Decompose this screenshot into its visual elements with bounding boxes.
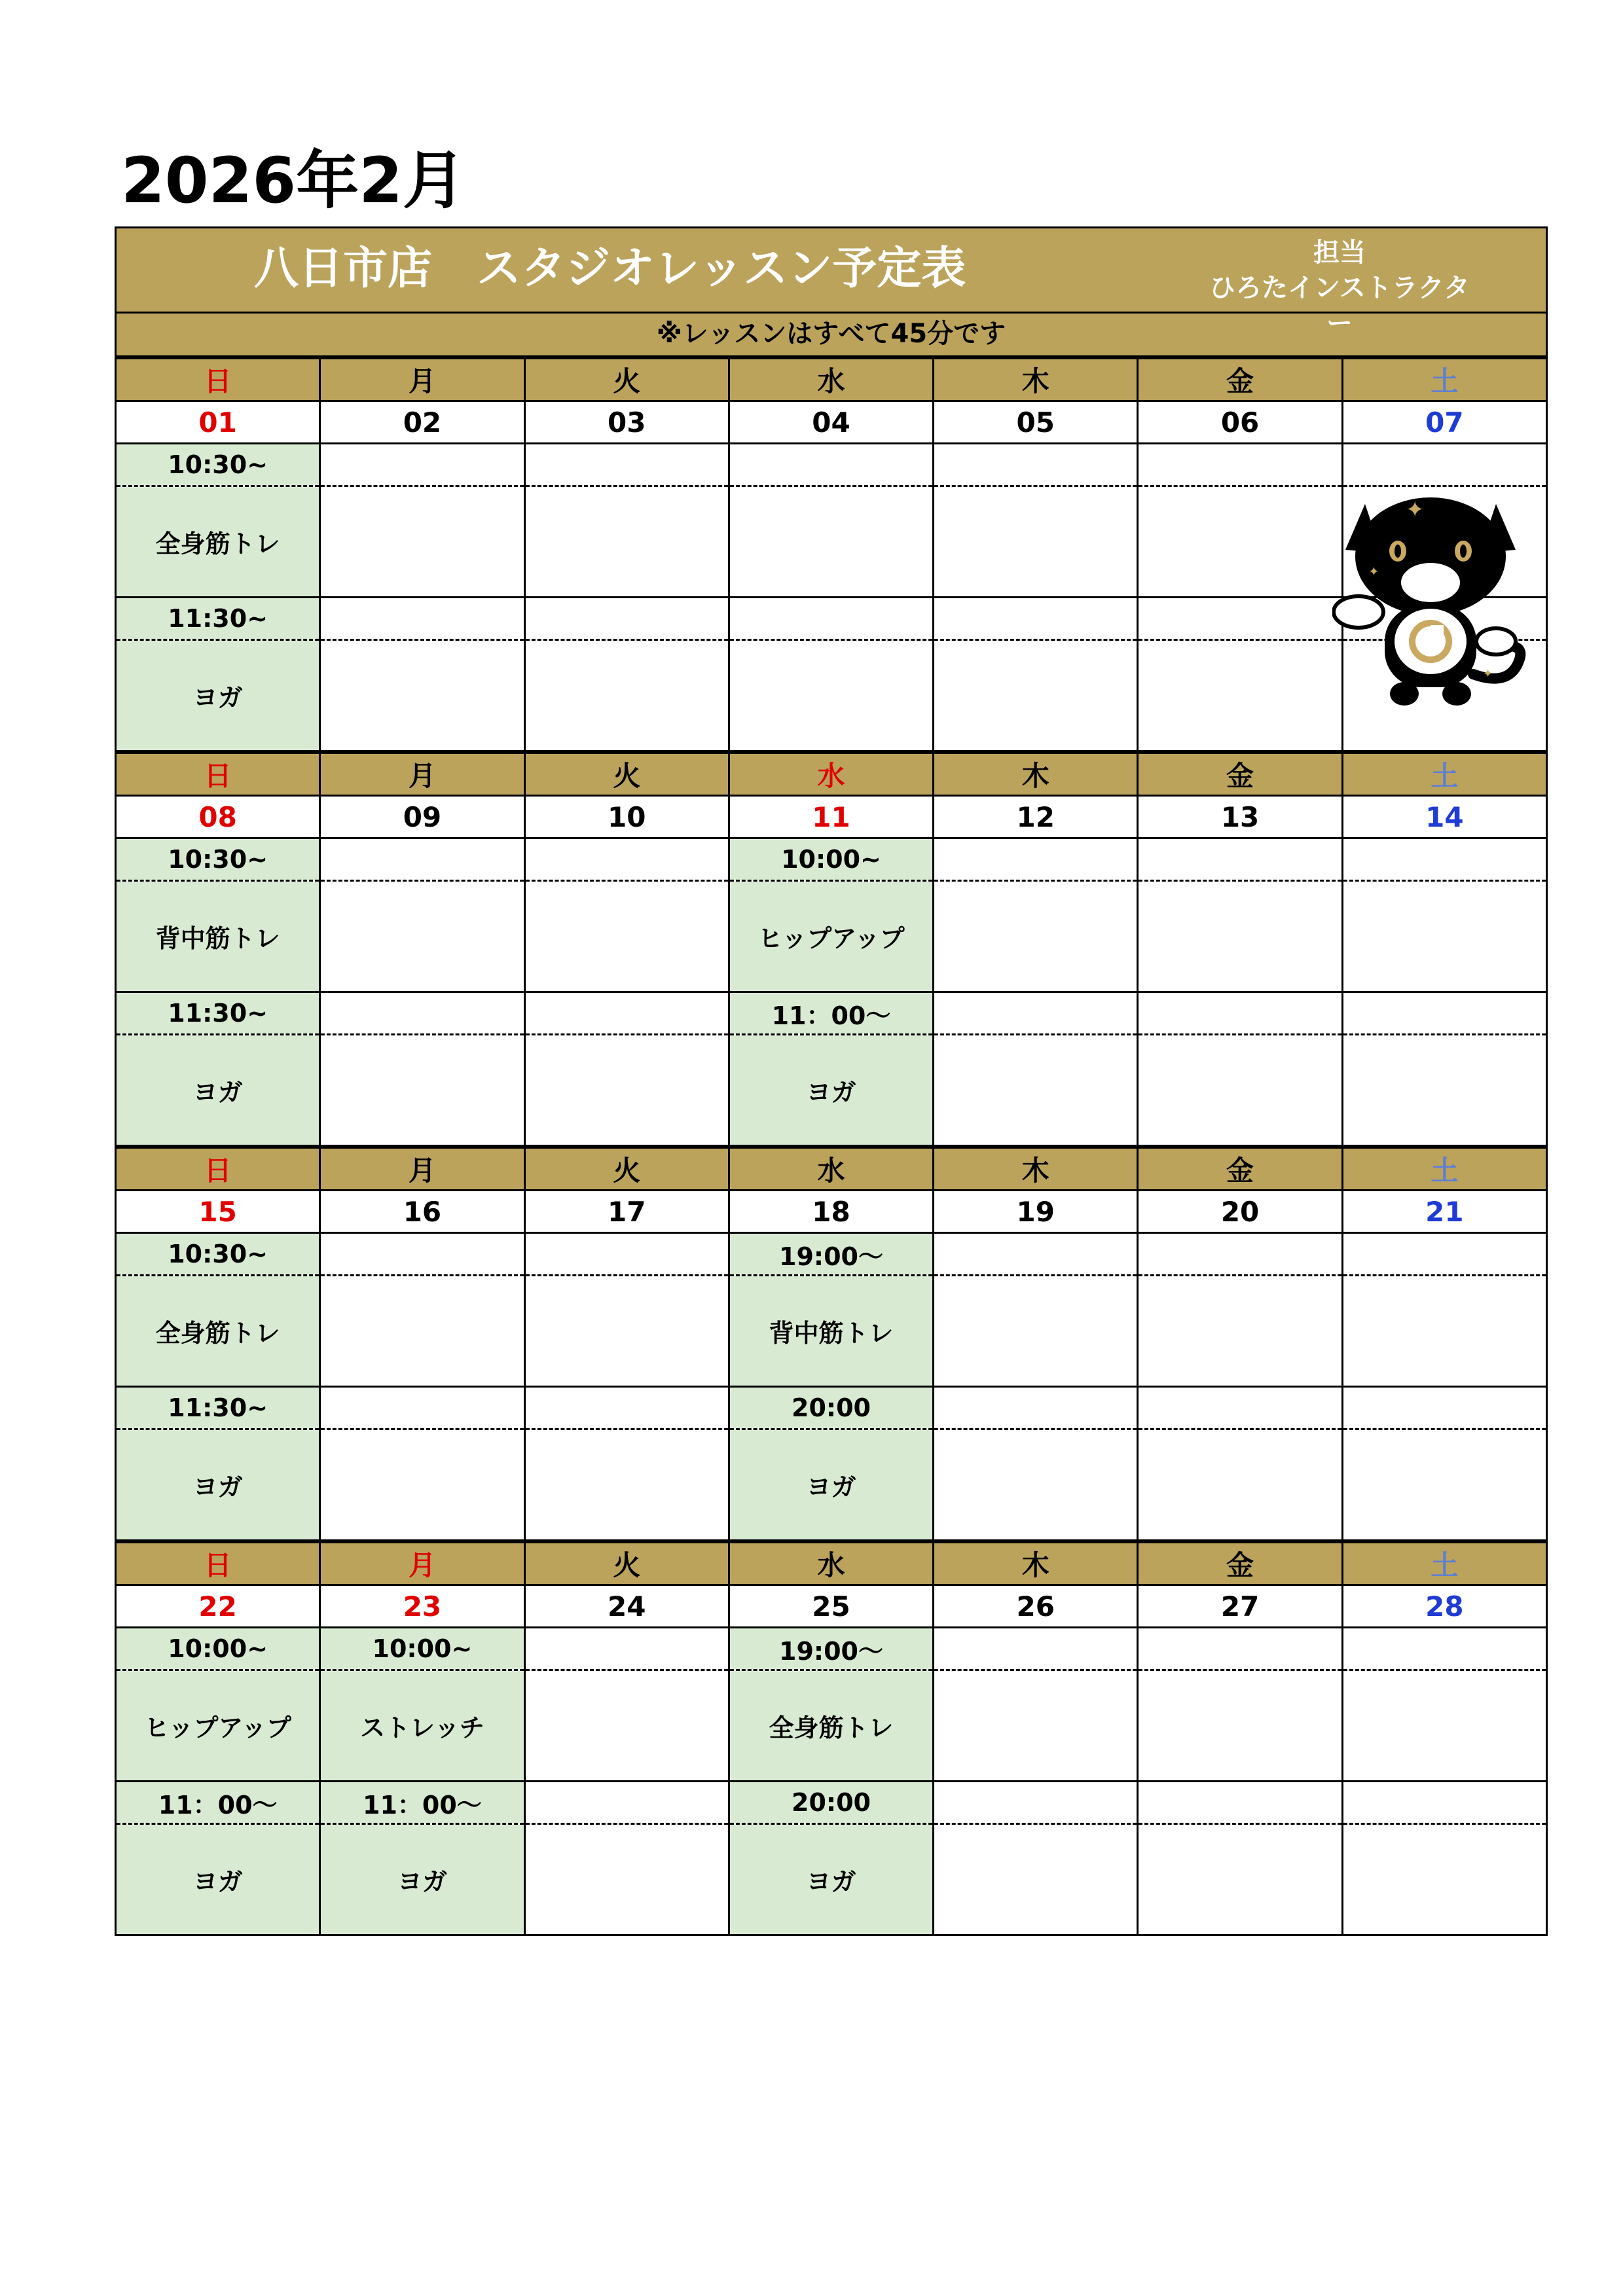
time-slot-cell: 19:00〜 xyxy=(729,1233,933,1276)
lesson-name-cell xyxy=(1342,1035,1546,1146)
weekday-header-cell: 金 xyxy=(1138,1543,1342,1585)
weekday-header-cell: 火 xyxy=(524,359,729,401)
page-title: 2026年2月 xyxy=(121,144,465,217)
weekday-header-cell: 水 xyxy=(729,1148,933,1191)
time-slot-cell xyxy=(729,444,933,486)
weekday-header-cell: 火 xyxy=(524,1148,729,1191)
time-slot-cell xyxy=(320,1233,524,1276)
week-table xyxy=(115,1541,1548,1936)
time-slot-cell: 10:30~ xyxy=(116,838,320,881)
lesson-name-cell: ストレッチ xyxy=(320,1670,524,1782)
date-cell: 08 xyxy=(116,796,320,838)
svg-text:✦: ✦ xyxy=(1368,564,1379,579)
weekday-header-cell: 水 xyxy=(729,1543,933,1585)
weekday-header-cell: 木 xyxy=(934,1543,1138,1585)
time-slot-cell xyxy=(1342,1233,1546,1276)
time-slot-cell xyxy=(320,992,524,1035)
time-row xyxy=(116,1233,1547,1276)
lesson-row xyxy=(116,1824,1547,1935)
weekday-header-cell: 木 xyxy=(934,359,1138,401)
black-cat-mascot-icon xyxy=(1332,478,1529,720)
time-slot-cell xyxy=(934,1628,1138,1670)
time-slot-cell xyxy=(1342,1782,1546,1824)
lesson-name-cell xyxy=(524,1670,729,1782)
week-table xyxy=(115,752,1548,1147)
time-row xyxy=(116,838,1547,881)
time-slot-cell: 11:30~ xyxy=(116,1387,320,1429)
time-slot-cell xyxy=(729,598,933,640)
lesson-row xyxy=(116,1035,1547,1146)
lesson-name-cell xyxy=(524,881,729,992)
time-slot-cell: 10:30~ xyxy=(116,1233,320,1276)
date-cell: 01 xyxy=(116,401,320,444)
staff-info xyxy=(1202,235,1477,341)
lesson-name-cell: 全身筋トレ xyxy=(116,486,320,598)
lesson-name-cell xyxy=(1342,1429,1546,1541)
date-cell: 12 xyxy=(934,796,1138,838)
lesson-name-cell xyxy=(320,1429,524,1541)
lesson-name-cell xyxy=(1342,881,1546,992)
time-slot-cell xyxy=(524,1628,729,1670)
time-slot-cell xyxy=(934,992,1138,1035)
time-slot-cell xyxy=(1342,1628,1546,1670)
lesson-name-cell: ヨガ xyxy=(729,1429,933,1541)
time-slot-cell: 20:00 xyxy=(729,1782,933,1824)
time-slot-cell xyxy=(524,444,729,486)
svg-text:✦: ✦ xyxy=(1406,497,1425,523)
lesson-name-cell xyxy=(524,486,729,598)
time-slot-cell xyxy=(1342,992,1546,1035)
lesson-name-cell xyxy=(1138,640,1342,751)
lesson-name-cell: 全身筋トレ xyxy=(116,1276,320,1387)
date-cell: 26 xyxy=(934,1585,1138,1628)
date-cell: 09 xyxy=(320,796,524,838)
staff-name: ひろたインストラクター xyxy=(1209,273,1470,338)
lesson-name-cell: ヨガ xyxy=(729,1035,933,1146)
lesson-name-cell xyxy=(524,1035,729,1146)
time-slot-cell xyxy=(524,1387,729,1429)
lesson-name-cell: ヨガ xyxy=(320,1824,524,1935)
dow-row xyxy=(116,753,1547,796)
lesson-name-cell xyxy=(320,1035,524,1146)
date-cell: 03 xyxy=(524,401,729,444)
date-cell: 02 xyxy=(320,401,524,444)
lesson-name-cell: ヨガ xyxy=(116,1429,320,1541)
time-slot-cell: 20:00 xyxy=(729,1387,933,1429)
lesson-name-cell xyxy=(934,881,1138,992)
time-slot-cell xyxy=(524,1233,729,1276)
lesson-name-cell: ヒップアップ xyxy=(116,1670,320,1782)
time-slot-cell: 11：00〜 xyxy=(116,1782,320,1824)
weekday-header-cell: 土 xyxy=(1342,1148,1546,1191)
lesson-name-cell: ヒップアップ xyxy=(729,881,933,992)
time-slot-cell xyxy=(934,1387,1138,1429)
weekday-header-cell: 日 xyxy=(116,359,320,401)
time-slot-cell xyxy=(320,598,524,640)
date-cell: 14 xyxy=(1342,796,1546,838)
time-slot-cell xyxy=(934,838,1138,881)
lesson-name-cell xyxy=(320,486,524,598)
weekday-header-cell: 水 xyxy=(729,753,933,796)
time-row xyxy=(116,1387,1547,1429)
date-cell: 07 xyxy=(1342,401,1546,444)
weekday-header-cell: 土 xyxy=(1342,1543,1546,1585)
time-slot-cell xyxy=(934,1782,1138,1824)
weekday-header-cell: 木 xyxy=(934,1148,1138,1191)
lesson-name-cell xyxy=(524,1824,729,1935)
lesson-name-cell: 全身筋トレ xyxy=(729,1670,933,1782)
date-cell: 20 xyxy=(1138,1191,1342,1233)
lesson-name-cell xyxy=(1342,1824,1546,1935)
time-slot-cell: 10:30~ xyxy=(116,444,320,486)
lesson-name-cell: ヨガ xyxy=(729,1824,933,1935)
lesson-name-cell: ヨガ xyxy=(116,1824,320,1935)
lesson-row xyxy=(116,881,1547,992)
lesson-name-cell xyxy=(1138,1276,1342,1387)
date-cell: 13 xyxy=(1138,796,1342,838)
lesson-name-cell: 背中筋トレ xyxy=(729,1276,933,1387)
time-slot-cell xyxy=(934,598,1138,640)
weekday-header-cell: 日 xyxy=(116,1148,320,1191)
lesson-name-cell xyxy=(1138,1035,1342,1146)
lesson-name-cell xyxy=(934,1429,1138,1541)
lesson-name-cell xyxy=(1342,1670,1546,1782)
lesson-name-cell: ヨガ xyxy=(116,640,320,751)
lesson-name-cell xyxy=(934,1670,1138,1782)
time-slot-cell xyxy=(1138,444,1342,486)
weekday-header-cell: 金 xyxy=(1138,753,1342,796)
dates-row xyxy=(116,401,1547,444)
time-slot-cell xyxy=(1138,1233,1342,1276)
date-cell: 17 xyxy=(524,1191,729,1233)
lesson-name-cell xyxy=(1342,1276,1546,1387)
lesson-name-cell xyxy=(1138,1824,1342,1935)
time-slot-cell xyxy=(524,838,729,881)
date-cell: 04 xyxy=(729,401,933,444)
time-slot-cell xyxy=(1138,1628,1342,1670)
lesson-name-cell xyxy=(320,1276,524,1387)
weekday-header-cell: 火 xyxy=(524,1543,729,1585)
weekday-header-cell: 日 xyxy=(116,753,320,796)
lesson-name-cell xyxy=(1138,1429,1342,1541)
weekday-header-cell: 月 xyxy=(320,1543,524,1585)
date-cell: 23 xyxy=(320,1585,524,1628)
staff-label: 担当 xyxy=(1313,238,1366,268)
date-cell: 25 xyxy=(729,1585,933,1628)
lesson-name-cell xyxy=(934,486,1138,598)
lesson-name-cell xyxy=(320,881,524,992)
lesson-name-cell: 背中筋トレ xyxy=(116,881,320,992)
time-slot-cell xyxy=(320,838,524,881)
weekday-header-cell: 水 xyxy=(729,359,933,401)
weekday-header-cell: 月 xyxy=(320,753,524,796)
lesson-name-cell: ヨガ xyxy=(116,1035,320,1146)
lesson-name-cell xyxy=(934,1035,1138,1146)
weekday-header-cell: 木 xyxy=(934,753,1138,796)
weekday-header-cell: 土 xyxy=(1342,753,1546,796)
weekday-header-cell: 火 xyxy=(524,753,729,796)
time-slot-cell xyxy=(934,1233,1138,1276)
dates-row xyxy=(116,1585,1547,1628)
lesson-name-cell xyxy=(934,1276,1138,1387)
date-cell: 19 xyxy=(934,1191,1138,1233)
date-cell: 11 xyxy=(729,796,933,838)
lesson-name-cell xyxy=(524,640,729,751)
lesson-name-cell xyxy=(1138,1670,1342,1782)
week-table xyxy=(115,1147,1548,1541)
weekday-header-cell: 金 xyxy=(1138,1148,1342,1191)
lesson-name-cell xyxy=(934,640,1138,751)
lesson-row xyxy=(116,1429,1547,1541)
lesson-name-cell xyxy=(729,640,933,751)
lesson-name-cell xyxy=(524,1276,729,1387)
weekday-header-cell: 月 xyxy=(320,359,524,401)
date-cell: 16 xyxy=(320,1191,524,1233)
time-slot-cell: 11：00〜 xyxy=(729,992,933,1035)
schedule-title: 八日市店 スタジオレッスン予定表 xyxy=(254,243,966,295)
time-slot-cell xyxy=(524,1782,729,1824)
lesson-name-cell xyxy=(934,1824,1138,1935)
date-cell: 05 xyxy=(934,401,1138,444)
time-row xyxy=(116,992,1547,1035)
lesson-row xyxy=(116,1670,1547,1782)
date-cell: 28 xyxy=(1342,1585,1546,1628)
time-slot-cell xyxy=(524,598,729,640)
lesson-duration-note: ※レッスンはすべて45分です xyxy=(115,314,1548,357)
dow-row xyxy=(116,1148,1547,1191)
weekday-header-cell: 月 xyxy=(320,1148,524,1191)
time-slot-cell xyxy=(1138,992,1342,1035)
dow-row xyxy=(116,359,1547,401)
lesson-name-cell xyxy=(1138,486,1342,598)
lesson-name-cell xyxy=(1138,881,1342,992)
time-slot-cell: 10:00~ xyxy=(729,838,933,881)
weekday-header-cell: 土 xyxy=(1342,359,1546,401)
time-row xyxy=(116,1782,1547,1824)
date-cell: 06 xyxy=(1138,401,1342,444)
lesson-name-cell xyxy=(320,640,524,751)
time-slot-cell xyxy=(320,444,524,486)
date-cell: 21 xyxy=(1342,1191,1546,1233)
dates-row xyxy=(116,1191,1547,1233)
time-slot-cell xyxy=(320,1387,524,1429)
time-slot-cell xyxy=(1138,598,1342,640)
time-slot-cell: 10:00~ xyxy=(320,1628,524,1670)
time-slot-cell xyxy=(934,444,1138,486)
date-cell: 24 xyxy=(524,1585,729,1628)
time-slot-cell xyxy=(1138,838,1342,881)
time-slot-cell xyxy=(1342,838,1546,881)
lesson-name-cell xyxy=(524,1429,729,1541)
weekday-header-cell: 金 xyxy=(1138,359,1342,401)
time-slot-cell: 11:30~ xyxy=(116,992,320,1035)
weekday-header-cell: 日 xyxy=(116,1543,320,1585)
svg-text:✦: ✦ xyxy=(1483,667,1493,681)
time-row xyxy=(116,1628,1547,1670)
time-slot-cell xyxy=(524,992,729,1035)
date-cell: 18 xyxy=(729,1191,933,1233)
date-cell: 27 xyxy=(1138,1585,1342,1628)
date-cell: 22 xyxy=(116,1585,320,1628)
date-cell: 10 xyxy=(524,796,729,838)
date-cell: 15 xyxy=(116,1191,320,1233)
time-slot-cell xyxy=(1342,1387,1546,1429)
lesson-row xyxy=(116,1276,1547,1387)
dow-row xyxy=(116,1543,1547,1585)
time-slot-cell: 19:00〜 xyxy=(729,1628,933,1670)
dates-row xyxy=(116,796,1547,838)
time-slot-cell xyxy=(1138,1782,1342,1824)
lesson-name-cell xyxy=(729,486,933,598)
time-slot-cell xyxy=(1138,1387,1342,1429)
time-slot-cell: 11:30~ xyxy=(116,598,320,640)
time-slot-cell: 11：00〜 xyxy=(320,1782,524,1824)
time-slot-cell: 10:00~ xyxy=(116,1628,320,1670)
